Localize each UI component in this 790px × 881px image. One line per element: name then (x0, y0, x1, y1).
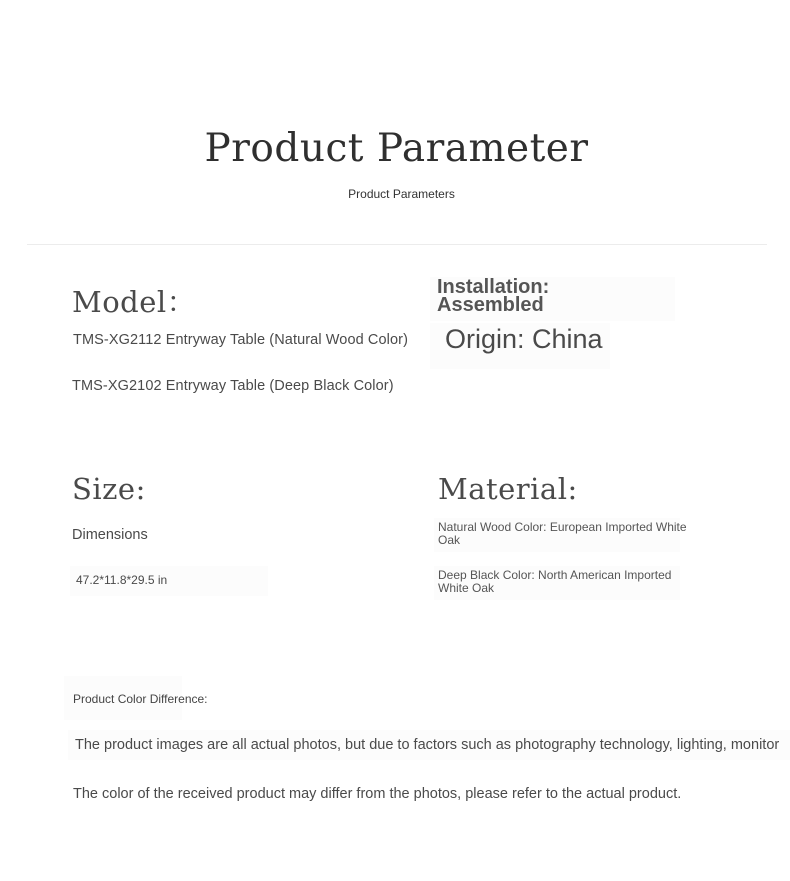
material-item-black: Deep Black Color: North American Imported White Oak (438, 568, 672, 595)
dimensions-label: Dimensions (72, 527, 148, 543)
page-subtitle: Product Parameters (348, 187, 455, 201)
size-heading: Size: (72, 472, 146, 506)
model-item-black: TMS-XG2102 Entryway Table (Deep Black Color) (72, 378, 394, 394)
color-note-line-1: The product images are all actual photos, but due to factors such as photography technology, lighting, monitor (75, 737, 780, 753)
model-item-natural: TMS-XG2112 Entryway Table (Natural Wood Color) (73, 332, 409, 348)
header-divider (27, 244, 767, 245)
material-item-natural: Natural Wood Color: European Imported White Oak (438, 520, 687, 547)
dimensions-value: 47.2*11.8*29.5 in (76, 573, 168, 587)
origin-text: Origin: China (445, 324, 603, 354)
page-title: Product Parameter (204, 126, 589, 171)
model-heading: Model： (72, 285, 197, 319)
color-note-line-2: The color of the received product may differ from the photos, please refer to the actual product. (73, 786, 682, 802)
color-difference-label: Product Color Difference: (73, 692, 208, 706)
material-heading: Material: (438, 472, 578, 506)
installation-text: Installation: Assembled (437, 276, 550, 316)
